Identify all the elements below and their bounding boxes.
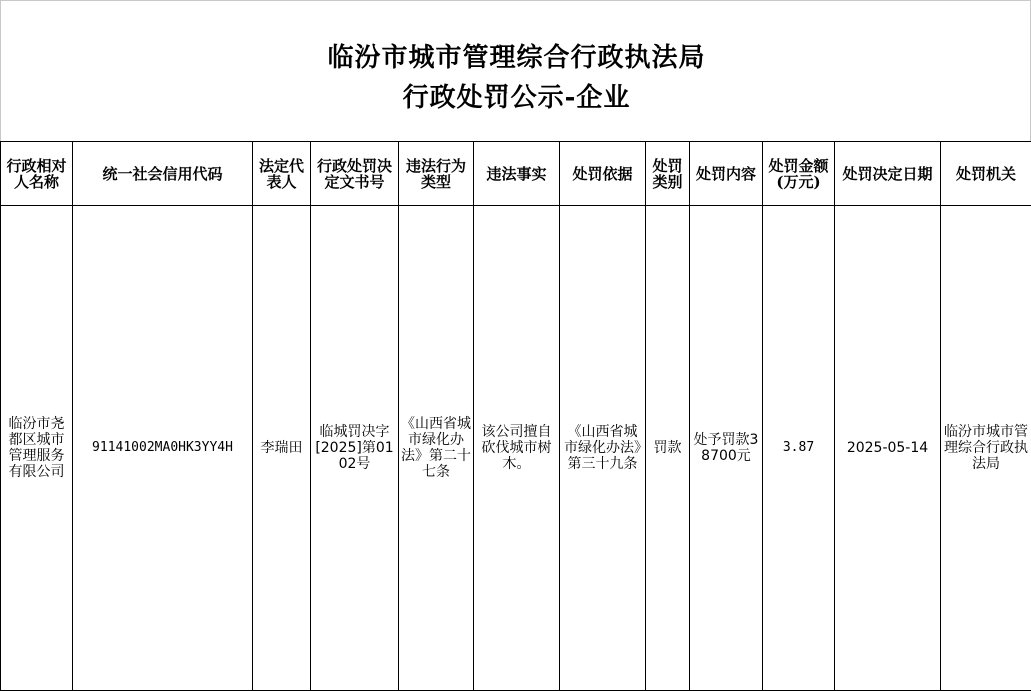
- header-doc-no: 行政处罚决定文书号: [311, 142, 399, 206]
- header-name: 行政相对人名称: [1, 142, 73, 206]
- header-credit-code: 统一社会信用代码: [73, 142, 253, 206]
- cell-category: 罚款: [646, 206, 690, 691]
- header-violation-type: 违法行为类型: [399, 142, 474, 206]
- cell-legal-rep: 李瑞田: [253, 206, 311, 691]
- cell-content: 处予罚款38700元: [690, 206, 763, 691]
- header-legal-rep: 法定代表人: [253, 142, 311, 206]
- page-title: 临汾市城市管理综合行政执法局: [327, 43, 706, 73]
- header-category: 处罚类别: [646, 142, 690, 206]
- cell-amount: 3.87: [763, 206, 835, 691]
- page-subtitle: 行政处罚公示-企业: [402, 83, 631, 113]
- penalty-table: [0, 141, 1031, 691]
- header-authority: 处罚机关: [941, 142, 1031, 206]
- header-amount: 处罚金额(万元): [763, 142, 835, 206]
- cell-authority: 临汾市城市管理综合行政执法局: [941, 206, 1031, 691]
- cell-violation-type: 《山西省城市绿化办法》第二十七条: [399, 206, 474, 691]
- title-area: [0, 0, 1031, 141]
- cell-credit-code: 91141002MA0HK3YY4H: [73, 206, 253, 691]
- header-date: 处罚决定日期: [835, 142, 941, 206]
- cell-facts: 该公司擅自砍伐城市树木。: [474, 206, 560, 691]
- cell-date: 2025-05-14: [835, 206, 941, 691]
- cell-basis: 《山西省城市绿化办法》第三十九条: [560, 206, 646, 691]
- table-header-row: [1, 142, 1031, 206]
- header-content: 处罚内容: [690, 142, 763, 206]
- table-row: [1, 206, 1031, 691]
- header-facts: 违法事实: [474, 142, 560, 206]
- header-basis: 处罚依据: [560, 142, 646, 206]
- cell-name: 临汾市尧都区城市管理服务有限公司: [1, 206, 73, 691]
- cell-doc-no: 临城罚决字[2025]第0102号: [311, 206, 399, 691]
